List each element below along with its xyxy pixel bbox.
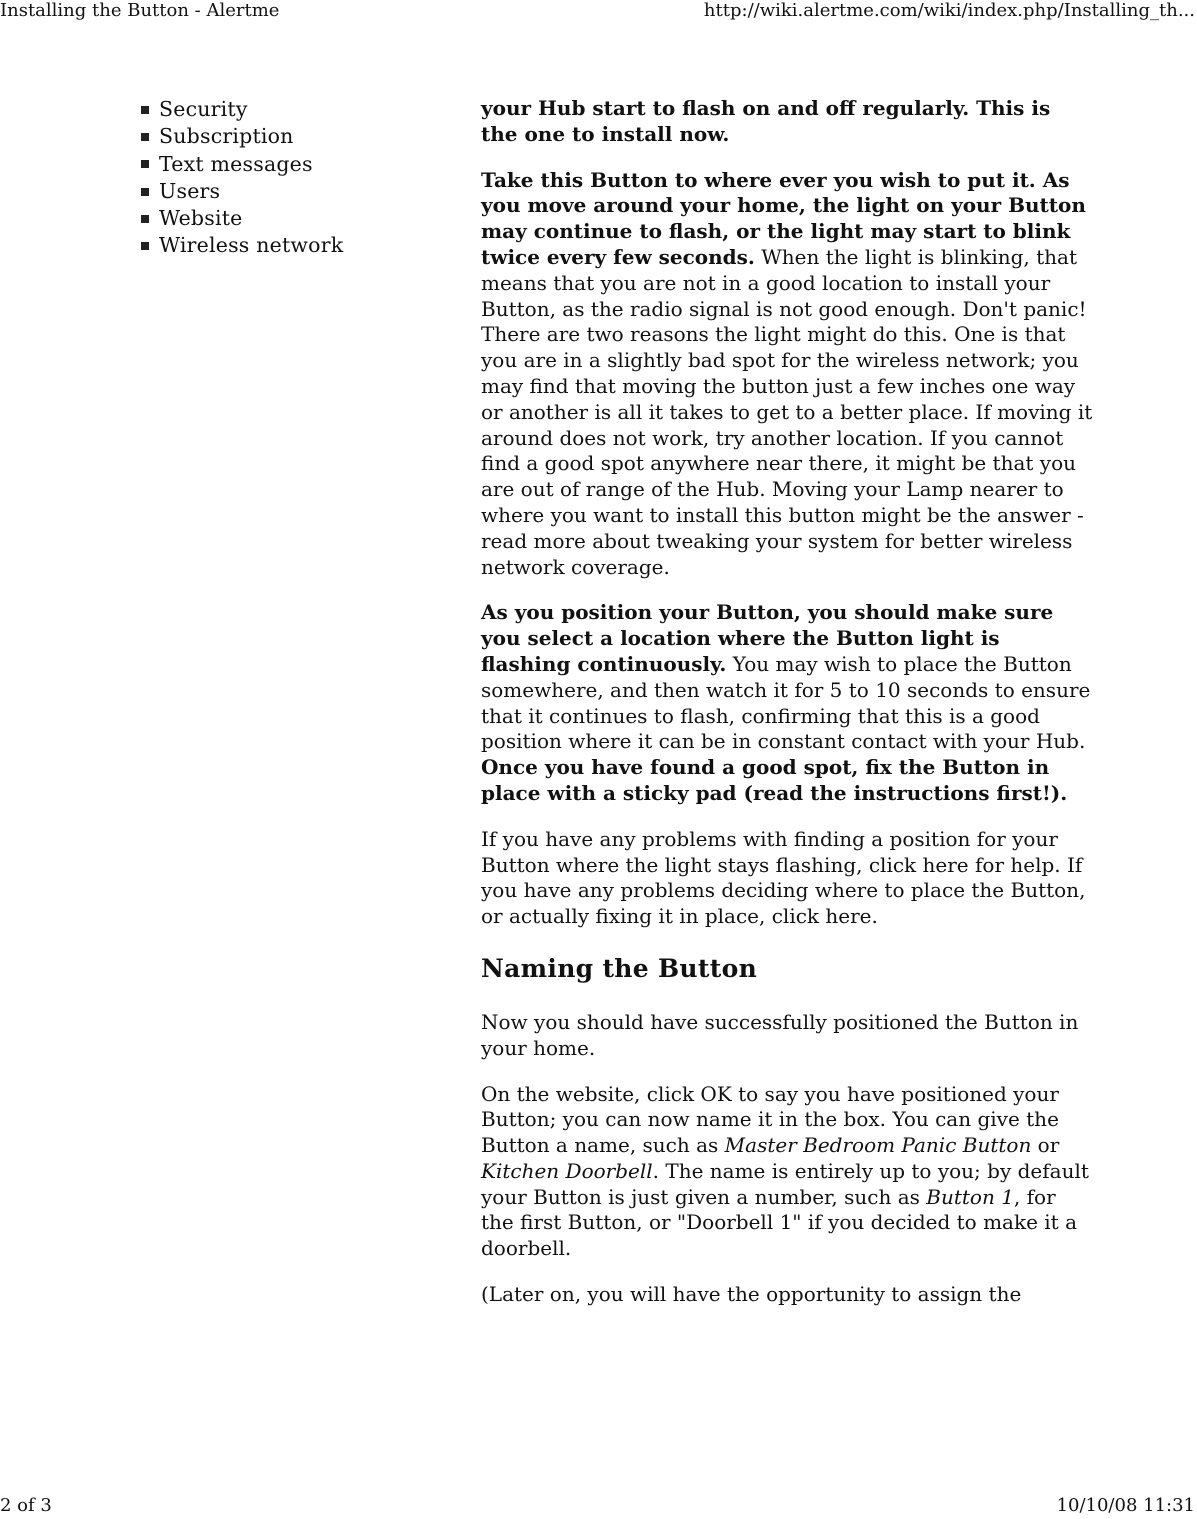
paragraph-later — [481, 1282, 1093, 1308]
text-naming-or: or — [1031, 1133, 1060, 1158]
sidebar-link-subscription[interactable]: Subscription — [159, 124, 294, 149]
bold-position-button: As you position your Button, you should make sure you select a location where the Button light is flashing continuously. — [481, 600, 1054, 676]
example-name-button1: Button 1 — [926, 1184, 1014, 1209]
paragraph-positioned — [481, 1010, 1093, 1062]
bold-install-now: your Hub start to flash on and off regularly. This is the one to install now. — [481, 96, 1051, 146]
example-name-doorbell: Kitchen Doorbell — [481, 1158, 653, 1183]
sidebar-item-users[interactable] — [138, 178, 438, 205]
text-watch-button: You may wish to place the Button somewhere, and then watch it for 5 to 10 seconds to ensure that it continues to flash, confirming that this is a good position where it can be in constant contact with your Hub. — [481, 651, 1091, 754]
sidebar-item-website[interactable] — [138, 205, 438, 232]
text-blinking-explanation: When the light is blinking, that means that you are not in a good location to install your Button, as the radio signal is not good enough. Don't panic! There are two reasons the light might do this. One is that you are in a slightly bad spot for the wireless network; you may find that moving the button just a few inches one way or another is all it takes to get to a better place. If moving it around does not work, try another location. If you cannot find a good spot anywhere near there, it might be that you are out of range of the Hub. Moving your Lamp nearer to where you want to install this button might be the answer - read more about tweaking your system for better wireless network coverage. — [481, 244, 1093, 579]
square-bullet-icon — [141, 133, 149, 141]
sidebar-link-wireless-network[interactable]: Wireless network — [159, 233, 344, 258]
text-help: If you have any problems with finding a position for your Button where the light stays flashing, click here for help. If you have any problems deciding where to place the Button, or actually fixing it in place, click here. — [481, 826, 1086, 929]
sidebar-list — [138, 96, 438, 260]
text-later: (Later on, you will have the opportunity to assign the — [481, 1282, 1022, 1307]
paragraph-help-links — [481, 827, 1093, 930]
sidebar-link-website[interactable]: Website — [159, 206, 243, 231]
square-bullet-icon — [141, 242, 149, 250]
section-heading-naming: Naming the Button — [481, 953, 758, 983]
square-bullet-icon — [141, 106, 149, 114]
square-bullet-icon — [141, 215, 149, 223]
sidebar-nav — [138, 96, 438, 260]
text-naming-a: On the website, click OK to say you have positioned your Button; you can now name it in the box. You can give the Button a name, such as — [481, 1081, 1059, 1158]
sidebar-link-text-messages[interactable]: Text messages — [159, 151, 313, 176]
sidebar-link-users[interactable]: Users — [159, 178, 221, 203]
text-naming-d: , for the first Button, or "Doorbell 1" if you decided to make it a doorbell. — [481, 1184, 1077, 1261]
paragraph-position-button — [481, 600, 1093, 806]
print-header-title: Installing the Button - Alertme — [0, 0, 280, 21]
square-bullet-icon — [141, 160, 149, 168]
paragraph-naming — [481, 1082, 1093, 1263]
bold-fix-button: Once you have found a good spot, fix the Button in place with a sticky pad (read the instructions first!). — [481, 755, 1068, 805]
print-footer-datetime: 10/10/08 11:31 — [1056, 1495, 1195, 1516]
print-footer — [0, 1495, 1197, 1519]
example-name-panic: Master Bedroom Panic Button — [724, 1133, 1032, 1158]
print-header-url: http://wiki.alertme.com/wiki/index.php/Installing_th... — [703, 0, 1195, 21]
sidebar-link-security[interactable]: Security — [159, 97, 248, 121]
print-header — [0, 0, 1197, 24]
article-content — [481, 96, 1093, 1328]
paragraph-move-button — [481, 168, 1093, 581]
sidebar-item-subscription[interactable] — [138, 123, 438, 150]
text-naming-c: . The name is entirely up to you; by default your Button is just given a number, such as — [481, 1158, 1089, 1209]
print-footer-page: 2 of 3 — [0, 1495, 52, 1516]
sidebar-item-wireless-network[interactable] — [138, 232, 438, 259]
bold-move-button: Take this Button to where ever you wish to put it. As you move around your home, the light on your Button may continue to flash, or the light may start to blink twice every few seconds. — [481, 167, 1086, 269]
sidebar-item-text-messages[interactable] — [138, 151, 438, 178]
sidebar-item-security[interactable] — [138, 96, 438, 123]
paragraph-install-now — [481, 96, 1093, 148]
square-bullet-icon — [141, 188, 149, 196]
text-positioned: Now you should have successfully positioned the Button in your home. — [481, 1009, 1079, 1060]
